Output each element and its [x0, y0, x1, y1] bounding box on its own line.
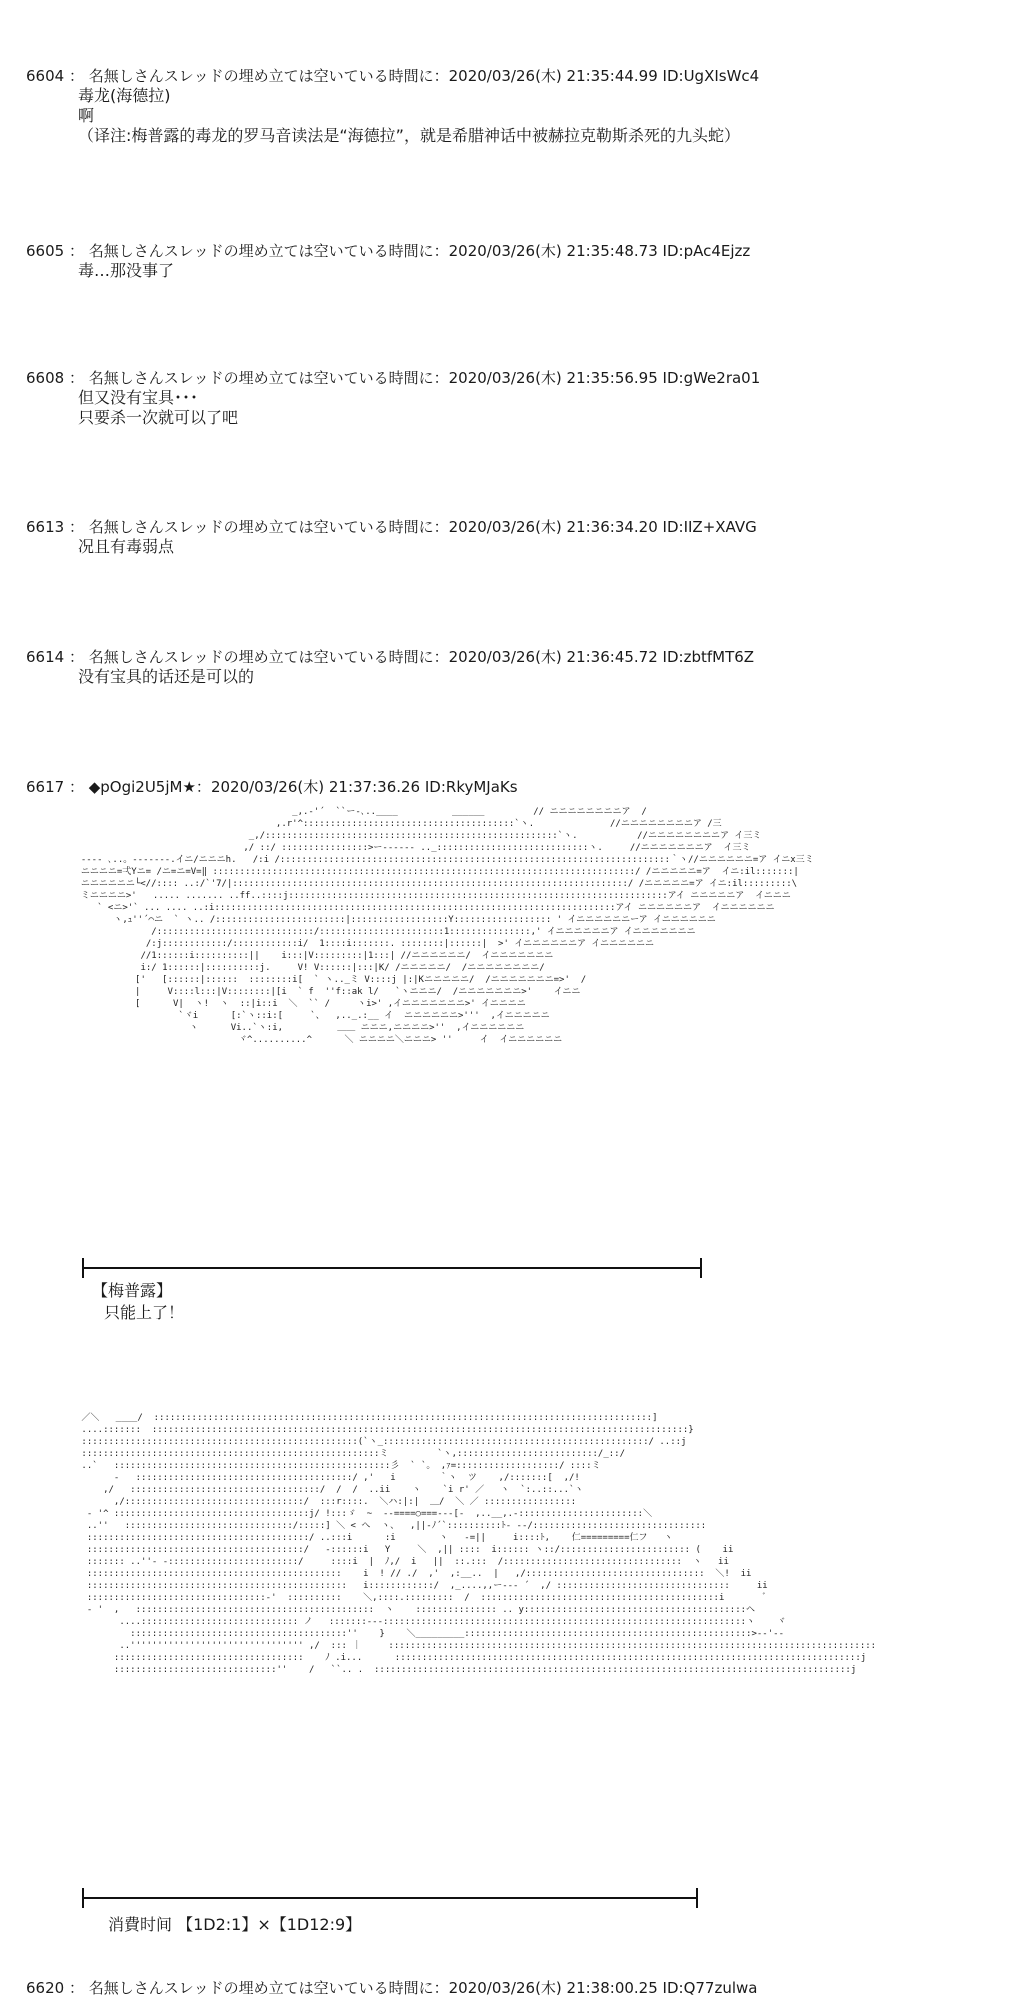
post-line: 没有宝具的话还是可以的: [78, 667, 255, 686]
poster-name: 名無しさんスレッドの埋め立ては空いている時間に: [88, 518, 434, 536]
post-body: [26, 86, 1006, 146]
post-datetime: 2020/03/26(木) 21:36:34.20: [448, 518, 658, 536]
ascii-art-battle: ／＼ ____/ ::::::::::::::::::::::::::::::::::::::::::::::::::::::::::::::::::::::::::::::::::::::::::::] ....::::::: :::::::::::::::::::::::::::::::::::::::::::::::::::::::::::::::::::::::::::::::::::::::::::::::::::} :::::::::::::::::::::::::::::::::::::::::::::::::::(`ヽ_:::::::::::::::::::::::::::::::::::::::::::::::::/ ..::j :::::::::::::::::::::::::::::::::::::::::::::::::::::::ミ `ヽ,::::::::::::::::::::::::::/_::/ ..` :::::::::::::::::::::::::::::::::::::::::::::::::::彡 ` `。 ,ｧ=:::::::::::::::::::/ ::::ミ ‐ ::::::::::::::::::::::::::::::::::::::::/ ,' i ｀ヽ ツ ,/:::::::[ ,/! ,/ :::::::::::::::::::::::::::::::::::/ / / ..ii ヽ `i r' ／ ヽ `:..::...`ヽ ,/:::::::::::::::::::::::::::::::::/ :::r::::. ＼ハ:|:| ＿/ ＼ ／ ::::::::::::::::: ‐ '^ ::::::::::::::::::::::::::::::::::::j/ !:::ゞ ~ -‐====○===‐‐‐[‐ ,..__,.-:::::::::::::::::::::::＼ ..'' :::::::::::::::::::::::::::::::/:::::] ＼ < へ ヽ、 ,||-ﾉ´`::::::::::ﾄ- -‐/:::::::::::::::::::::::::::::::: :::::::::::::::::::::::::::::::::::::::::/ ..:::i :i ヽ -=|| i::::ﾄ, 仁=========仁フ ヽ ::::::::::::::::::::::::::::::::::::::::/ -::::::i Y ＼ ,|| :::: i:::::: ヽ::/:::::::::::::::::::::::: ( ii ::::::: ..''‐ -::::::::::::::::::::::::/ ::::i | ﾉ,/ i || ::.::: /::::::::::::::::::::::::::::::::: ヽ ii ::::::::::::::::::::::::::::::::::::::::::::::: i ! // ./ ,' ,:__.. | ,/::::::::::::::::::::::::::::::::: ＼! ii :::::::::::::::::::::::::::::::::::::::::::::::: i::::::::::::/ ,_....,,ー‐‐‐ ´ ,/ :::::::::::::::::::::::::::::::: ii :::::::::::::::::::::::::::::::::‐' :::::::::: ＼,::::.::::::::: / ::::::::::::::::::::::::::::::::::::::::::::i ﾞ ‐ ' , :::::::::::::::::::::::::::::::::::::::::::: ヽ ::::::::::::::: .. y:::::::::::::::::::::::::::::::::::::::::ヘ ....::::::::::::::::::::::::::::: ノ :::::::‐‐‐:::::::::::::::::::::::::::::::::::::::::::::::::::::::::::::::::::ヽ ヾ ::::::::::::::::::::::::::::::::::::::::'' } ＼_________:::::::::::::::::::::::::::::::::::::::::::::::::::::>--'-- ..'''''''''''''''''''''''''''''''' ,/ ::: ｜ :::::::::::::::::::::::::::::::::::::::::::::::::::::::::::::::::::::::::::::::::::::::::: ::::::::::::::::::::::::::::::::::: ﾉ .i... ::::::::::::::::::::::::::::::::::::::::::::::::::::::::::::::::::::::::::::::::::::::j ::::::::::::::::::::::::::::::'' / ``.. . ::::::::::::::::::::::::::::::::::::::::::::::::::::::::::::::::::::::::::::::::::::::::j: [81, 1413, 877, 1675]
post-header: 6608 ： 名無しさんスレッドの埋め立ては空いている時間に：2020/03/26(木) 21:35:56.95 ID:gWe2ra01: [26, 369, 761, 387]
poster-name: 名無しさんスレッドの埋め立ては空いている時間に: [88, 1979, 434, 1997]
post-datetime: 2020/03/26(木) 21:35:44.99: [448, 67, 658, 85]
post-line: 只要杀一次就可以了吧: [78, 408, 239, 427]
post-number: 6620: [26, 1979, 65, 1997]
poster-name: 名無しさんスレッドの埋め立ては空いている時間に: [88, 67, 434, 85]
poster-id: ID:Q77zulwa: [662, 1979, 758, 1997]
poster-id: ID:RkyMJaKs: [424, 778, 518, 796]
poster-name: ◆pOgi2U5jM★: [88, 778, 196, 796]
post-6620: [26, 1978, 1006, 1998]
art-frame-line: [82, 1256, 702, 1280]
post-6608: [26, 368, 1006, 428]
post-datetime: 2020/03/26(木) 21:37:36.26: [210, 778, 421, 796]
post-number: 6617: [26, 778, 65, 796]
ascii-art-maple: _,.-'´ ``ー-､..____ ______ // ニニニニニニニニア / ,.r'^:::::::::::::::::::::::::::::::::::::::`ヽ. //ニニニニニニニニア /三 _,/::::::::::::::::::::::::::::::::::::::::::::::::::::::`ヽ. //ニニニニニニニニア イ三ミ ,/ ::/ ::::::::::::::::>ー‐‐‐‐‐- .._::::::::::::::::::::::::::::ヽ. //ニニニニニニニア イ三ミ -‐‐‐ ､..。-‐‐‐‐‐‐.イニ/ニニニh. /:i /::::::::::::::::::::::::::::::::::::::::::::::::::::::::::::::::::::::::｀ヽ//ニニニニニニ=ア イニx三ミ ニニニニ=弌Yニ= /ニ=ニ=V=‖ ::::::::::::::::::::::::::::::::::::::::::::::::::::::::::::::::::::::::::::::/ /ニニニニニ=ア イニ:il:::::::| ニニニニニニ└<//:::: ..:/`'7/|:::::::::::::::::::::::::::::::::::::::::::::::::::::::::::::::::::::::::/ /ニニニニニ=ア イニ:il:::::::::\ ミニニニニ>' ..... ....... ..ff..::::j::::::::::::::::::::::::::::::::::::::::::::::::::::::::::::::::::::::アイ ニニニニニア イニニニ ` <ニ>'` ... .... ..:i::::::::::::::::::::::::::::::::::::::::::::::::::::::::::::::::::::::::::アイ ニニニニニニア イニニニニニニ ヽ,ｭ''´⌒ニ ` ヽ.. /::::::::::::::::::::::::|::::::::::::::::::Y:::::::::::::::::: ' イニニニニニニーア イニニニニニニ /:::::::::::::::::::::::::::::/:::::::::::::::::::::::1:::::::::::::::,' イニニニニニニア イニニニニニニニ /:j::::::::::::/::::::::::::i/ 1::::i:::::::. ::::::::|::::::| >' イニニニニニニア イニニニニニニ //1::::::i::::::::::|| i:::|V:::::::::|1:::| //ニニニニニニ/ イニニニニニニニ i:/ 1::::::|::::::::::j. V! V::::::|:::|K/ /ニニニニニ/ /ニニニニニニニニ/ [' [::::::|:::::: ::::::::i[ ` ヽ.._ミ V::::j |:|Kニニニニニ/ /ニニニニニニニ=>' / | V::::l:::|V::::::::|[i ` f ''f::ak l/ `ヽニニニ/ /ニニニニニニニ>' イニニ [ V| ヽ! ヽ ::|i::i ＼ `` / ヽi>' ,イニニニニニニニ>' イニニニニ `ヾi [:`ヽ::i:[ `、 ,.._.:__ イ ニニニニニニ>''' ,イニニニニニ ヽ Vi..`ヽ:i, ＿＿ ニニニ,ニニニニ>'' ,イニニニニニニ ヾ^..........^ ＼ ニニニニ＼ニニニ> '' イ イニニニニニニ: [80, 807, 814, 1045]
post-6614: [26, 647, 1006, 687]
post-line: 毒龙(海德拉): [78, 86, 171, 105]
post-header: 6604 ： 名無しさんスレッドの埋め立ては空いている時間に：2020/03/26(木) 21:35:44.99 ID:UgXIsWc4: [26, 67, 760, 85]
post-6605: [26, 241, 1006, 281]
speaker-line: 只能上了！: [104, 1303, 185, 1322]
poster-id: ID:pAc4Ejzz: [662, 242, 751, 260]
poster-name: 名無しさんスレッドの埋め立ては空いている時間に: [88, 648, 434, 666]
post-datetime: 2020/03/26(木) 21:38:00.25: [448, 1979, 658, 1997]
post-number: 6605: [26, 242, 65, 260]
post-number: 6608: [26, 369, 65, 387]
post-body: [26, 667, 1006, 687]
post-body: [26, 537, 1006, 557]
art-frame-line: [82, 1886, 698, 1910]
post-line: 毒…那没事了: [78, 261, 175, 280]
post-header: 6617 ： ◆pOgi2U5jM★：2020/03/26(木) 21:37:36.26 ID:RkyMJaKs: [26, 778, 518, 796]
post-number: 6614: [26, 648, 65, 666]
poster-name: 名無しさんスレッドの埋め立ては空いている時間に: [88, 242, 434, 260]
dice-roll-line: 消費时间 【1D2:1】×【1D12:9】: [108, 1915, 362, 1934]
post-datetime: 2020/03/26(木) 21:35:48.73: [448, 242, 658, 260]
poster-name: 名無しさんスレッドの埋め立ては空いている時間に: [88, 369, 434, 387]
post-datetime: 2020/03/26(木) 21:35:56.95: [448, 369, 658, 387]
post-header: 6605 ： 名無しさんスレッドの埋め立ては空いている時間に：2020/03/26(木) 21:35:48.73 ID:pAc4Ejzz: [26, 242, 751, 260]
post-number: 6613: [26, 518, 65, 536]
post-header: 6613 ： 名無しさんスレッドの埋め立ては空いている時間に：2020/03/26(木) 21:36:34.20 ID:IIZ+XAVG: [26, 518, 757, 536]
post-line: 况且有毒弱点: [78, 537, 175, 556]
post-datetime: 2020/03/26(木) 21:36:45.72: [448, 648, 658, 666]
post-6617: [26, 777, 1006, 797]
poster-id: ID:gWe2ra01: [662, 369, 761, 387]
post-header: 6614 ： 名無しさんスレッドの埋め立ては空いている時間に：2020/03/26(木) 21:36:45.72 ID:zbtfMT6Z: [26, 648, 755, 666]
post-6613: [26, 517, 1006, 557]
post-body: [26, 388, 1006, 428]
post-body: [26, 261, 1006, 281]
post-line: 但又没有宝具･･･: [78, 388, 199, 407]
post-line: （译注:梅普露的毒龙的罗马音读法是“海德拉”，就是希腊神话中被赫拉克勒斯杀死的九头蛇）: [78, 126, 740, 145]
post-header: 6620 ： 名無しさんスレッドの埋め立ては空いている時間に：2020/03/26(木) 21:38:00.25 ID:Q77zulwa: [26, 1979, 758, 1997]
post-number: 6604: [26, 67, 65, 85]
poster-id: ID:IIZ+XAVG: [662, 518, 757, 536]
speaker-label: 【梅普露】: [92, 1281, 173, 1300]
post-line: 啊: [78, 106, 95, 125]
poster-id: ID:UgXIsWc4: [662, 67, 760, 85]
post-6604: [26, 66, 1006, 146]
poster-id: ID:zbtfMT6Z: [662, 648, 755, 666]
